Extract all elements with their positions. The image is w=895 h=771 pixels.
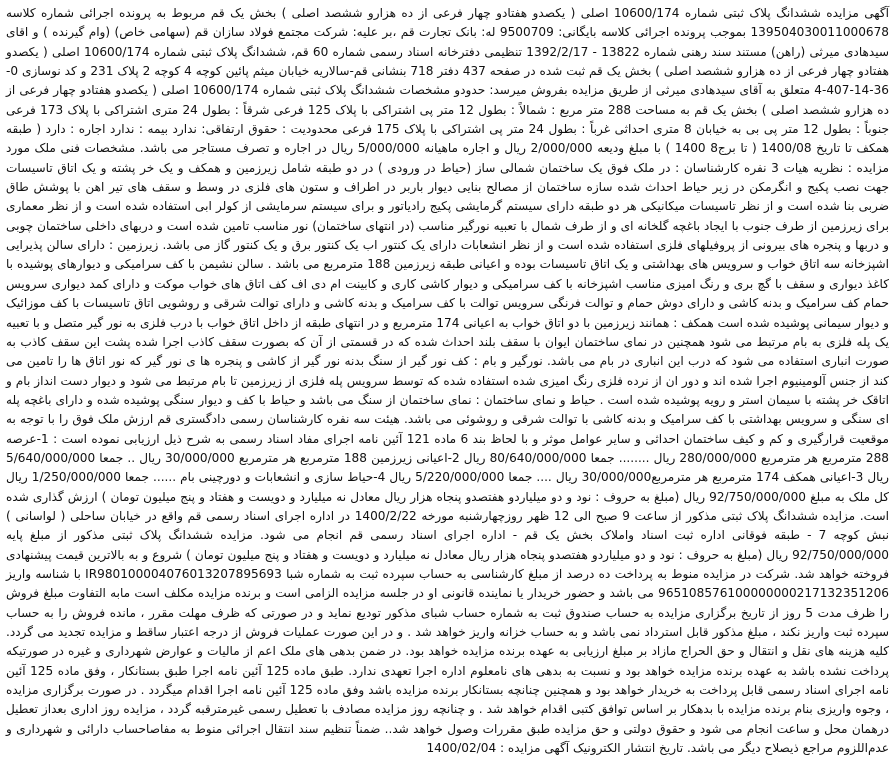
auction-notice-body: آگهی مزایده ششدانگ پلاک ثبتی شماره 10600/174 اصلی ( یکصدو هفتادو چهار فرعی از ده هزارو ششصد اصلی ) بخش یک قم مربوط به پرونده اجرائی شماره کلاسه 139504030011000678 بموجب پرونده اجرائی کلاسه بایگانی: 9500709 له: بانک تجارت قم ،بر علیه: شرکت مجتمع فولاد سازان قم (سهامی خاص) (وام گیرنده ) و اقای سیدهادی میرثی (راهن) مستند سند رهنی شماره 13822 - 1392/2/17 تنظیمی دفترخانه اسناد رسمی شماره 60 قم، ششدانگ پلاک ثبتی شماره 10600/174 اصلی ( یکصدو هفتادو چهار فرعی از ده هزارو ششصد اصلی ) بخش یک قم ثبت شده در صفحه 437 دفتر 718 بنشانی قم-سالاریه خیابان میثم پائین کوچه 4 کوچه 2 پلاک 231 و کد نوسازی 0-36-14-407-4 متعلق به آقای سیدهادی میرثی از طریق مزایده بفروش میرسد: حدودو مشخصات ششدانگ پلاک ثبتی شماره 10600/174 اصلی ( یکصدو هفتادو چهار فرعی از ده هزارو ششصد اصلی ) بخش یک قم به مساحت 288 متر مربع : شمالاً : بطول 12 متر پی اشتراکی با پلاک 125 فرعی شرقاً : بطول 24 متری اشتراکی با پلاک 173 فرعی جنوباً : بطول 12 متر پی بی به خیابان 8 متری احداثی غرباً : بطول 24 متر پی اشتراکی با پلاک 175 فرعی محدودیت : حقوق ارتفاقی: ندارد بیمه : ندارد اجاره : دارد ( طبقه همکف تا تاریخ 1400/08 ( تا برج8 1400 ) با مبلغ ودیعه 2/000/000 ریال و اجاره ماهیانه 5/000/000 ریال در اجاره و تصرف مستاجر می باشد. مشخصات فنی ملک مورد مزایده : نظریه هیات 3 نفره کارشناسان : در ملک فوق یک ساختمان شمالی ساز (حیاط در ورودی ) در دو طبقه شامل زیرزمین و همکف و یک خر پشته و یک اتاق تاسیسات جهت نصب پکیج و انگرمکن در زیر حیاط احداث شده سازه ساختمان از مصالح بنایی دیوار باربر در اطراف و ستون های فلزی در وسط و سقف های تیر اهن با پوشش طاق ضربی بنا شده است و از نظر تاسیسات میکانیکی هر دو طبقه دارای سیستم گرمایشی پکیج رادیاتور و برای سیستم سرمایشی از کولر ابی استفاده شده است و از نظر معماری برای زیرزمین از طرف جنوب با ایجاد باغچه گلخانه ای و از طرف شمال با تعبیه نورگیر مناسب (در انتهای ساختمان) نور مناسب تامین شده است و دربهای داخلی ساختمان چوبی و دربها و پنجره های بیرونی از پروفیلهای فلزی استفاده شده است و از نظر انشعابات دارای یک کنتور اب یک کنتور برق و یک کنتور گاز می باشد. زیرزمین : دارای سالن پذیرایی اشپزخانه سه اتاق خواب و سرویس های بهداشتی و یک اتاق تاسیسات بوده و اعیانی طبقه زیرزمین 188 مترمربع می باشد . سالن نشیمن با کف سرامیکی و دیوارهای پوشیده با کاغذ دیواری و سقف با گچ بری و رنگ امیزی مناسب اشپزخانه با کف سرامیکی و دیوار کاشی کاری و کابینت ام دی اف کف اتاق های خواب موکت و دارای کمد دیواری سرویس حمام کف سرامیک و بدنه کاشی و دارای دوش حمام و توالت فرنگی سرویس توالت با کف سرامیک و بدنه کاشی و دارای توالت شرقی و روشویی اتاق تاسیسات با کف موزائیک و دیوار سیمانی پوشیده شده است همکف : همانند زیرزمین با دو اتاق خواب به اعیانی 174 مترمربع و در انتهای طبقه از داخل اتاق خواب با درب فلزی به نور گیر متصل و با تعبیه یک پله فلزی به بام مرتبط می شود همچنین در نمای ساختمان ایوان با سقف بلند احداث شده که در قسمتی از آن که بصورت سقف کاذب اجرا شده پشت این سقف کاذب به صورت انباری استفاده می شود که درب این انباری در بام می باشد. نورگیر و بام : کف نور گیر از سنگ بدنه نور گیر از کاشی و پنجره ها ی نور گیر که نور اتاق ها را تامین می کند از جنس آلومینیوم اجرا شده اند و دور ان از نرده فلزی رنگ امیزی شده استفاده شده که توسط سرویس پله فلزی از زیرزمین تا بام مرتبط می شود و دیوار دست انداز بام و اتاقک خر پشته با سیمان استر و رویه پوشیده شده است . حیاط و نمای ساختمان : نمای ساختمان از سنگ می باشد و حیاط با کف و دیوار سنگی پوشیده شده و دارای باغچه پله ای سنگی و سرویس بهداشتی با کف سرامیک و بدنه کاشی با توالت شرقی و روشوئی می باشد. هیئت سه نفره کارشناسان رسمی دادگستری قم ارزش ملک فوق را با توجه به موقعیت قرارگیری و کم و کیف ساختمان احداثی و سایر عوامل موثر و با لحاظ بند 6 ماده 121 آئین نامه اجرای مفاد اسناد رسمی به شرح ذیل ارزیابی نموده است : 1-عرصه 288 مترمربع هر مترمربع 280/000/000 ریال ........ جمعا 80/640/000/000 ریال 2-اعیانی زیرزمین 188 مترمربع هر مترمربع 30/000/000 ریال .. جمعا 5/640/000/000 ریال 3-اعیانی همکف 174 مترمربع هر مترمربع30/000/000 ریال .... جمعا 5/220/000/000 ریال 4-حیاط سازی و انشعابات و دورچینی بام ...... جمعا 1/250/000/000 ریال کل ملک به مبلغ 92/750/000/000 ریال (مبلغ به حروف : نود و دو میلیاردو هفتصدو پنجاه هزار ریال معادل نه میلیارد و دویست و هفتاد و پنج میلیون تومان ) ارزش گذاری شده است. مزایده ششدانگ پلاک ثبتی مذکور از ساعت 9 صبح الی 12 ظهر روزچهارشنبه مورخه 1400/2/22 در اداره اجرای اسناد رسمی قم واقع در خیابان ساحلی ( لواسانی ) نبش کوچه 7 - طبقه فوقانی اداره ثبت اسناد واملاک بخش یک قم - اداره اجرای اسناد رسمی قم انجام می شود. مزایده ششدانگ پلاک ثبتی مذکور از مبلغ پایه 92/750/000/000 ریال (مبلغ به حروف : نود و دو میلیاردو هفتصدو پنجاه هزار ریال معادل نه میلیارد و دویست و هفتاد و پنج میلیون تومان ) شروع و به بالاترین قیمت پیشنهادی فروخته خواهد شد. شرکت در مزایده منوط به پرداخت ده درصد از مبلغ کارشناسی به حساب سپرده ثبت به شماره شبا IR980100004076013207895693 با شناسه واریز 965108576100000000217132351206 می باشد و حضور خریدار یا نماینده قانونی او در جلسه مزایده الزامی است و برنده مزایده مکلف است مابه التفاوت مبلغ فروش را ظرف مدت 5 روز از تاریخ برگزاری مزایده به حساب صندوق ثبت به شماره حساب شبای مذکور تودیع نماید و در صورتی که ظرف مهلت مقرر ، مانده فروش را به حساب سپرده ثبت واریز نکند ، مبلغ مذکور قابل استرداد نمی باشد و به حساب خزانه واریز خواهد شد . و در این صورت عملیات فروش از درجه اعتبار ساقط و مزایده تجدید می گردد. کلیه هزینه های نقل و انتقال و حق الحراج مازاد بر مبلغ ارزیابی به عهده برنده مزایده خواهد بود. در ضمن بدهی های ملک اعم از مالیات و عوارض شهرداری و غیره در صورتیکه پرداخت نشده باشد به عهده برنده مزایده خواهد بود و نسبت به بدهی های نامعلوم اداره اجرا تعهدی ندارد. طبق ماده 125 آئین نامه اجرا طبق بستانکار ، وفق ماده 125 آئین نامه اجرای اسناد رسمی قابل پرداخت به خریدار خواهد بود و همچنین چنانچه بستانکار برنده مزایده باشد وفق ماده 125 آئین نامه اجرا اقدام میگردد . در صورت برگزاری مزایده ، وجوه واریزی بنام برنده مزایده با بدهکار بر اساس توافق کتبی اقدام خواهد شد . و چنانچه روز مزایده مصادف با تعطیل رسمی غیرمترقبه گردد ، مزایده روز اداری بعداز تعطیل درهمان محل و ساعت انجام می شود و حقوق دولتی و حق مزایده طبق مقررات وصول خواهد شد.. ضمناً تنظیم سند انتقال اجرائی منوط به مفاصاحساب دارائی و شهرداری و عدم‌اللزوم مراجع ذیصلاح دیگر می باشد. تاریخ انتشار الکترونیک آگهی مزایده : 1400/02/04 xyxy=(6,6,890,756)
